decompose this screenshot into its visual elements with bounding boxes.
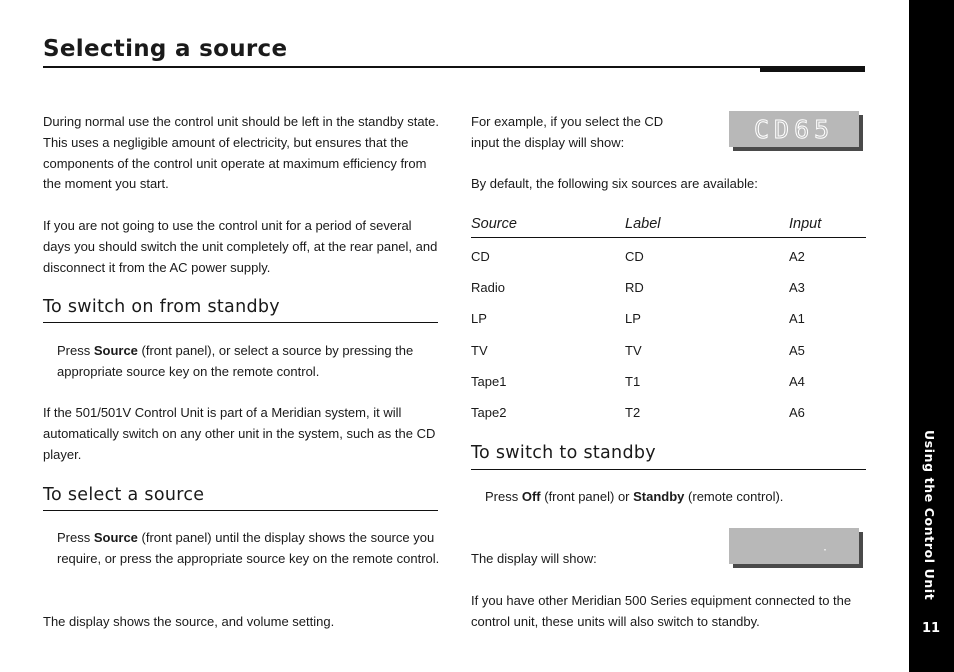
cell-input: A6	[789, 404, 805, 420]
intro-paragraph-2: If you are not going to use the control unit for a period of several days you should switch the unit completely off, at the rear panel, and disconnect it from the AC power supply.	[43, 218, 438, 275]
cell-input: A2	[789, 249, 805, 264]
cell-source: Tape2	[471, 404, 507, 420]
cell-label: RD	[625, 280, 644, 296]
cell-label: LP	[625, 311, 641, 327]
column-header-input: Input	[789, 216, 822, 232]
display-panel-standby	[729, 528, 859, 564]
display-readout: CD65	[754, 115, 835, 144]
meridian-system-paragraph: If the 501/501V Control Unit is part of a Meridian system, it will automatically switch on any other unit in the system, such as the CD player.	[43, 405, 436, 462]
section-rule	[43, 322, 438, 323]
section-rule	[471, 469, 866, 470]
cell-label: T2	[625, 404, 641, 420]
table-row	[471, 363, 866, 394]
off-key-label: Off	[521, 489, 541, 504]
column-header-label: Label	[625, 216, 661, 232]
cell-source: TV	[471, 342, 488, 358]
table-row	[471, 238, 866, 269]
cell-input: A4	[789, 373, 805, 389]
table-row	[471, 332, 866, 363]
standby-instruction: Press Off (front panel) or Standby (remote control).	[485, 489, 784, 504]
sources-table	[471, 215, 866, 425]
table-row	[471, 394, 866, 425]
title-rule-accent	[760, 66, 865, 72]
title-rule	[43, 66, 865, 68]
standby-key-label: Standby	[633, 489, 685, 504]
cell-input: A3	[789, 280, 805, 296]
example-paragraph: For example, if you select the CD input the display will show:	[471, 114, 664, 150]
page-number: 11	[922, 621, 941, 636]
page-title: Selecting a source	[43, 36, 288, 62]
sidebar-label: Using the Control Unit	[922, 430, 937, 601]
cell-source: Tape1	[471, 373, 507, 389]
section-heading-switch-standby: To switch to standby	[471, 443, 656, 463]
column-header-source: Source	[471, 216, 517, 232]
cell-label: TV	[625, 342, 642, 358]
select-source-instruction: Press Source (front panel) until the display shows the source you require, or press the appropriate source key on the remote control.	[57, 530, 440, 566]
switch-on-instruction: Press Source (front panel), or select a source by pressing the appropriate source key on the remote control.	[57, 343, 414, 379]
default-sources-paragraph: By default, the following six sources are available:	[471, 176, 758, 191]
standby-indicator: ·	[821, 545, 828, 556]
table-row	[471, 269, 866, 300]
display-will-show-text: The display will show:	[471, 551, 597, 566]
display-panel-cd65	[729, 111, 859, 147]
cell-source: LP	[471, 311, 487, 327]
cell-input: A1	[789, 311, 805, 327]
intro-paragraph-1: During normal use the control unit should be left in the standby state. This uses a negligible amount of electricity, but ensures that the components of the control unit operate at maximum efficiency from the moment you start.	[43, 114, 440, 192]
cell-label: CD	[625, 249, 644, 264]
cell-source: CD	[471, 249, 490, 264]
section-heading-select-source: To select a source	[43, 485, 205, 505]
section-heading-switch-on: To switch on from standby	[43, 297, 280, 317]
section-rule	[43, 510, 438, 511]
table-header	[471, 215, 866, 238]
table-row	[471, 300, 866, 331]
display-description: The display shows the source, and volume setting.	[43, 614, 335, 629]
cell-label: T1	[625, 373, 641, 389]
cell-input: A5	[789, 342, 805, 358]
source-key-label: Source	[93, 530, 138, 545]
meridian-500-paragraph: If you have other Meridian 500 Series equipment connected to the control unit, these units will also switch to standby.	[471, 593, 852, 629]
source-key-label: Source	[93, 343, 138, 358]
cell-source: Radio	[471, 280, 505, 296]
